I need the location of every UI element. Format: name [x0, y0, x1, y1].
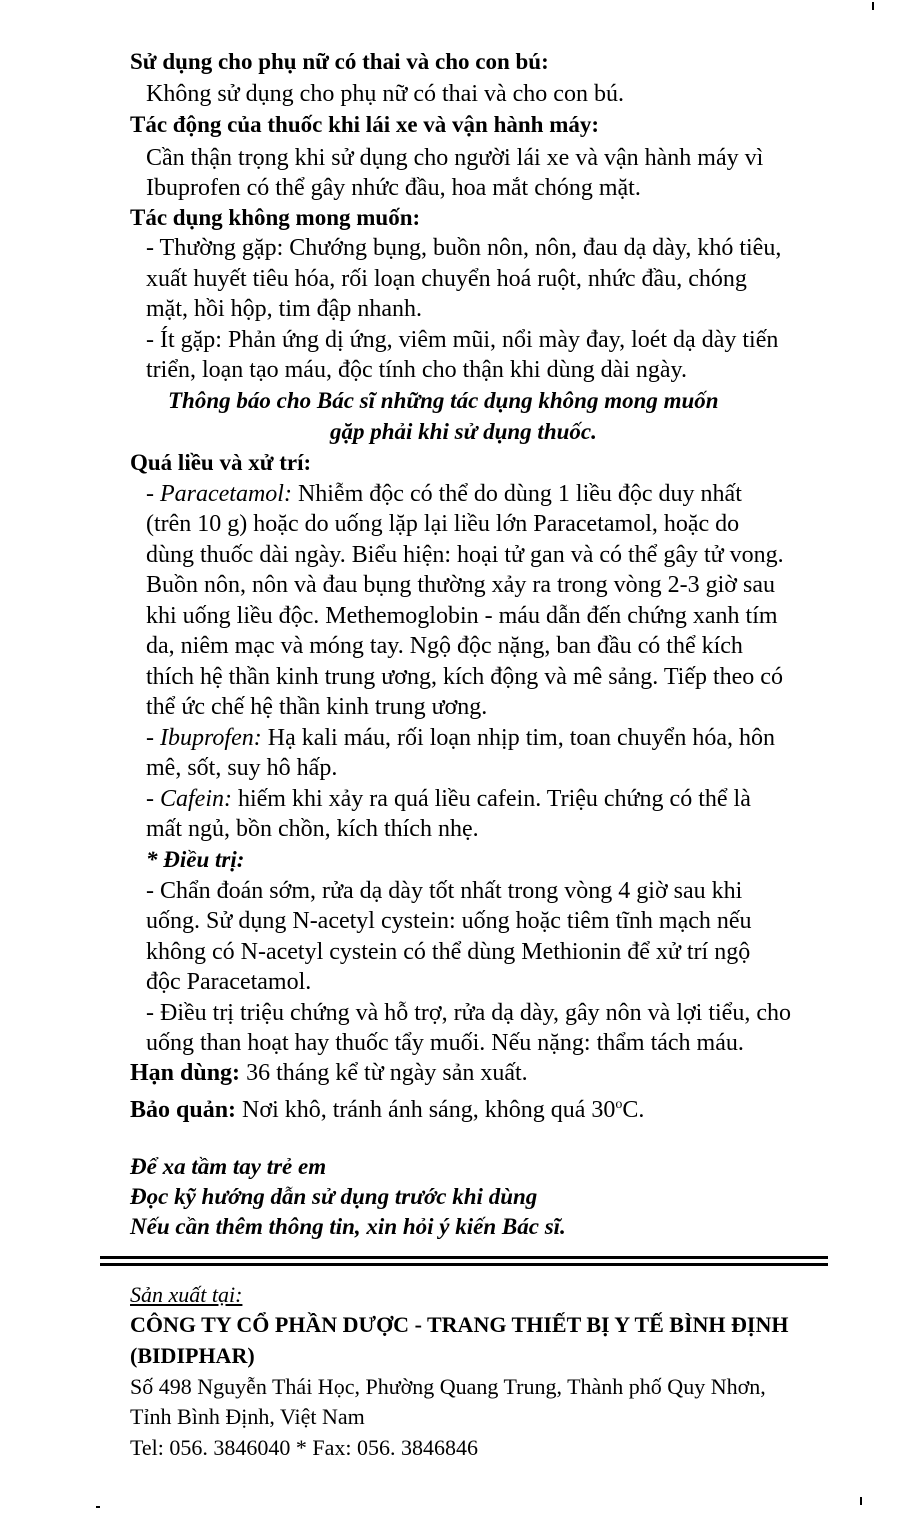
- side-effects-line: triển, loạn tạo máu, độc tính cho thận khi dùng dài ngày.: [146, 357, 687, 383]
- scan-mark: [860, 1497, 862, 1505]
- overdose-heading: Quá liều và xử trí:: [130, 450, 312, 475]
- overdose-ibuprofen-line: mê, sốt, suy hô hấp.: [146, 755, 338, 781]
- divider-line: [100, 1256, 828, 1259]
- warning-line: Để xa tầm tay trẻ em: [130, 1154, 327, 1179]
- overdose-paracetamol-line: dùng thuốc dài ngày. Biểu hiện: hoại tử gan và có thể gây tử vong.: [146, 542, 784, 568]
- scan-mark: [872, 2, 874, 10]
- warning-line: Nếu cần thêm thông tin, xin hỏi ý kiến Bác sĩ.: [130, 1214, 566, 1239]
- overdose-paracetamol-line: (trên 10 g) hoặc do uống lặp lại liều lớn Paracetamol, hoặc do: [146, 511, 740, 537]
- treatment-line: uống. Sử dụng N-acetyl cystein: uống hoặc tiêm tĩnh mạch nếu: [146, 908, 752, 934]
- treatment-line: - Điều trị triệu chứng và hỗ trợ, rửa dạ dày, gây nôn và lợi tiểu, cho: [146, 1000, 791, 1026]
- driving-line: Cần thận trọng khi sử dụng cho người lái xe và vận hành máy vì: [146, 145, 764, 171]
- ibuprofen-text: Hạ kali máu, rối loạn nhịp tim, toan chuyển hóa, hôn: [261, 725, 775, 751]
- overdose-cafein-line: [146, 784, 751, 814]
- side-effects-notice: Thông báo cho Bác sĩ những tác dụng không mong muốn: [168, 388, 719, 413]
- divider-line: [100, 1263, 828, 1266]
- overdose-paracetamol-line: khi uống liều độc. Methemoglobin - máu dẫn đến chứng xanh tím: [146, 603, 778, 629]
- warning-line: Đọc kỹ hướng dẫn sử dụng trước khi dùng: [130, 1184, 538, 1209]
- treatment-line: độc Paracetamol.: [146, 969, 312, 995]
- pregnancy-heading: Sử dụng cho phụ nữ có thai và cho con bú:: [130, 49, 549, 74]
- manufacturer-contact: Tel: 056. 3846040 * Fax: 056. 3846846: [130, 1435, 479, 1460]
- paracetamol-label: - Paracetamol:: [146, 481, 292, 507]
- driving-line: Ibuprofen có thể gây nhức đầu, hoa mắt chóng mặt.: [146, 175, 641, 201]
- storage-text: Nơi khô, tránh ánh sáng, không quá 30: [236, 1097, 616, 1123]
- side-effects-heading: Tác dụng không mong muốn:: [130, 205, 421, 230]
- side-effects-line: - Thường gặp: Chướng bụng, buồn nôn, nôn, đau dạ dày, khó tiêu,: [146, 235, 782, 261]
- side-effects-notice: gặp phải khi sử dụng thuốc.: [330, 419, 597, 444]
- manufacturer-label: Sản xuất tại:: [130, 1282, 243, 1307]
- shelf-life-line: [130, 1058, 528, 1088]
- pregnancy-text: Không sử dụng cho phụ nữ có thai và cho con bú.: [146, 81, 624, 107]
- overdose-ibuprofen-line: [146, 723, 775, 753]
- ibuprofen-label: - Ibuprofen:: [146, 725, 262, 751]
- cafein-text: hiếm khi xảy ra quá liều cafein. Triệu chứng có thể là: [231, 786, 751, 812]
- shelf-life-text: 36 tháng kể từ ngày sản xuất.: [240, 1060, 528, 1086]
- overdose-cafein-line: mất ngủ, bồn chồn, kích thích nhẹ.: [146, 816, 479, 842]
- side-effects-line: - Ít gặp: Phản ứng dị ứng, viêm mũi, nổi mày đay, loét dạ dày tiến: [146, 327, 779, 353]
- storage-label: Bảo quản:: [130, 1097, 237, 1123]
- driving-heading: Tác động của thuốc khi lái xe và vận hành máy:: [130, 112, 600, 137]
- cafein-label: - Cafein:: [146, 786, 232, 812]
- overdose-paracetamol-line: da, niêm mạc và móng tay. Ngộ độc nặng, ban đầu có thể kích: [146, 633, 743, 659]
- treatment-label: * Điều trị:: [146, 847, 245, 872]
- side-effects-line: xuất huyết tiêu hóa, rối loạn chuyển hoá ruột, nhức đầu, chóng: [146, 266, 747, 292]
- treatment-line: uống than hoạt hay thuốc tẩy muối. Nếu nặng: thẩm tách máu.: [146, 1030, 744, 1056]
- overdose-paracetamol-line: thích hệ thần kinh trung ương, kích động và mê sảng. Tiếp theo có: [146, 664, 783, 690]
- paracetamol-text: Nhiễm độc có thể do dùng 1 liều độc duy nhất: [291, 481, 742, 507]
- overdose-paracetamol-line: Buồn nôn, nôn và đau bụng thường xảy ra trong vòng 2-3 giờ sau: [146, 572, 775, 598]
- manufacturer-address: Tỉnh Bình Định, Việt Nam: [130, 1404, 365, 1429]
- manufacturer-name: CÔNG TY CỔ PHẦN DƯỢC - TRANG THIẾT BỊ Y TẾ BÌNH ĐỊNH: [130, 1312, 789, 1337]
- overdose-paracetamol-line: [146, 479, 742, 509]
- manufacturer-address: Số 498 Nguyễn Thái Học, Phường Quang Trung, Thành phố Quy Nhơn,: [130, 1374, 766, 1399]
- manufacturer-name: (BIDIPHAR): [130, 1343, 255, 1368]
- side-effects-line: mặt, hồi hộp, tim đập nhanh.: [146, 296, 422, 322]
- treatment-line: không có N-acetyl cystein có thể dùng Methionin để xử trí ngộ: [146, 939, 751, 965]
- treatment-line: - Chẩn đoán sớm, rửa dạ dày tốt nhất trong vòng 4 giờ sau khi: [146, 878, 743, 904]
- scan-mark: [96, 1506, 100, 1508]
- overdose-paracetamol-line: thể ức chế hệ thần kinh trung ương.: [146, 694, 488, 720]
- storage-unit: C.: [622, 1097, 645, 1123]
- shelf-life-label: Hạn dùng:: [130, 1060, 241, 1086]
- degree-sign: o: [615, 1097, 623, 1112]
- storage-line: [130, 1090, 644, 1125]
